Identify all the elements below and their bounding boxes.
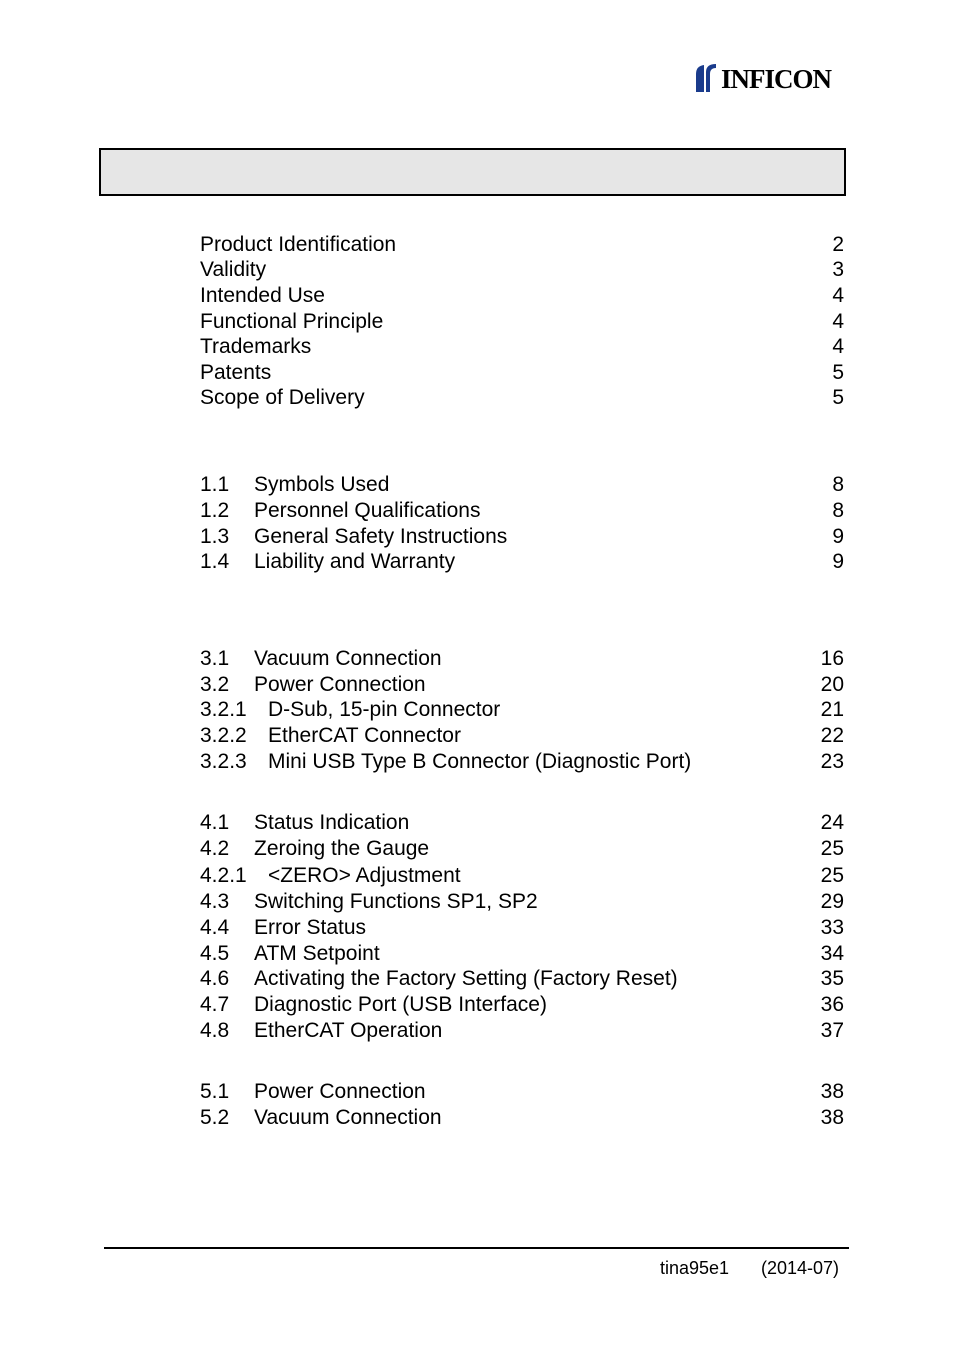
toc-entry-page: 37 — [820, 1019, 844, 1042]
toc-entry-title: Functional Principle — [200, 310, 384, 333]
toc-entry-page: 5 — [832, 361, 844, 384]
chapter-title-bar — [99, 148, 846, 196]
toc-entry-title: Liability and Warranty — [254, 550, 456, 573]
toc-entry-page: 35 — [820, 967, 844, 990]
document-id: tina95e1 — [660, 1258, 730, 1278]
toc-entry-number: 1.2 — [200, 499, 230, 522]
toc-entry[interactable] — [200, 232, 844, 258]
toc-entry[interactable] — [200, 889, 844, 915]
toc-entry-page: 25 — [820, 837, 844, 860]
toc-entry-number: 4.7 — [200, 993, 230, 1016]
toc-entry-page: 25 — [820, 864, 844, 887]
toc-entry-number: 4.8 — [200, 1019, 230, 1042]
toc-entry[interactable] — [200, 283, 844, 309]
toc-entry-title: Activating the Factory Setting (Factory Reset) — [254, 967, 678, 990]
toc-entry-number: 4.3 — [200, 890, 230, 913]
toc-entry-page: 33 — [820, 916, 844, 939]
toc-entry-title: Intended Use — [200, 284, 325, 307]
toc-entry-number: 5.2 — [200, 1106, 230, 1129]
toc-entry-page: 8 — [832, 499, 844, 522]
toc-entry-title: Zeroing the Gauge — [254, 837, 430, 860]
toc-entry-page: 9 — [832, 525, 844, 548]
toc-entry-page: 5 — [832, 386, 844, 409]
toc-entry-number: 4.6 — [200, 967, 230, 990]
toc-entry[interactable] — [200, 810, 844, 836]
toc-entry[interactable] — [200, 723, 844, 749]
toc-entry-number: 4.2.1 — [200, 864, 247, 887]
toc-entry[interactable] — [200, 941, 844, 967]
toc-entry[interactable] — [200, 549, 844, 575]
toc-entry-page: 38 — [820, 1106, 844, 1129]
toc-entry-title: General Safety Instructions — [254, 525, 508, 548]
toc-entry[interactable] — [200, 1018, 844, 1044]
inficon-logo — [694, 62, 846, 96]
toc-entry-page: 24 — [820, 811, 844, 834]
toc-entry-page: 4 — [832, 335, 844, 358]
toc-entry-title: ATM Setpoint — [254, 942, 380, 965]
toc-entry-page: 23 — [820, 750, 844, 773]
toc-entry-number: 3.2.3 — [200, 750, 247, 773]
toc-entry[interactable] — [200, 863, 844, 889]
toc-entry-page: 22 — [820, 724, 844, 747]
toc-entry-page: 29 — [820, 890, 844, 913]
toc-entry-number: 1.1 — [200, 473, 230, 496]
toc-entry-number: 5.1 — [200, 1080, 230, 1103]
toc-entry-title: D-Sub, 15-pin Connector — [268, 698, 501, 721]
toc-entry[interactable] — [200, 472, 844, 498]
toc-entry-title: Mini USB Type B Connector (Diagnostic Port) — [268, 750, 692, 773]
toc-entry-page: 4 — [832, 284, 844, 307]
toc-entry-number: 3.2 — [200, 673, 230, 696]
toc-entry[interactable] — [200, 498, 844, 524]
toc-entry-number: 3.1 — [200, 647, 230, 670]
toc-entry[interactable] — [200, 309, 844, 335]
logo-text: INFICON — [721, 64, 832, 94]
toc-entry-title: Vacuum Connection — [254, 1106, 442, 1129]
toc-entry-title: EtherCAT Connector — [268, 724, 461, 747]
toc-entry-title: Power Connection — [254, 673, 426, 696]
toc-entry-number: 1.3 — [200, 525, 230, 548]
toc-entry-title: <ZERO> Adjustment — [268, 864, 461, 887]
toc-entry-page: 38 — [820, 1080, 844, 1103]
toc-entry-page: 34 — [820, 942, 844, 965]
toc-entry-page: 16 — [820, 647, 844, 670]
toc-entry-page: 4 — [832, 310, 844, 333]
toc-entry[interactable] — [200, 915, 844, 941]
toc-entry[interactable] — [200, 646, 844, 672]
toc-entry-title: Validity — [200, 258, 267, 281]
toc-entry-title: Scope of Delivery — [200, 386, 365, 409]
toc-entry-title: Status Indication — [254, 811, 410, 834]
toc-entry[interactable] — [200, 966, 844, 992]
toc-entry[interactable] — [200, 385, 844, 411]
toc-entry-title: Power Connection — [254, 1080, 426, 1103]
toc-entry-title: Symbols Used — [254, 473, 390, 496]
toc-entry[interactable] — [200, 334, 844, 360]
toc-entry-title: EtherCAT Operation — [254, 1019, 443, 1042]
toc-entry-page: 8 — [832, 473, 844, 496]
toc-entry-page: 3 — [832, 258, 844, 281]
toc-entry[interactable] — [200, 1079, 844, 1105]
toc-entry-title: Trademarks — [200, 335, 312, 358]
toc-entry[interactable] — [200, 360, 844, 386]
toc-entry-number: 4.5 — [200, 942, 230, 965]
toc-entry-title: Personnel Qualifications — [254, 499, 481, 522]
toc-entry-title: Product Identification — [200, 233, 397, 256]
footer-rule — [104, 1247, 849, 1249]
toc-entry[interactable] — [200, 836, 844, 862]
toc-entry-number: 4.1 — [200, 811, 230, 834]
toc-entry-title: Error Status — [254, 916, 367, 939]
toc-entry-title: Patents — [200, 361, 272, 384]
toc-entry[interactable] — [200, 1105, 844, 1131]
document-date: (2014-07) — [761, 1258, 840, 1278]
toc-entry[interactable] — [200, 672, 844, 698]
toc-entry-title: Diagnostic Port (USB Interface) — [254, 993, 547, 1016]
toc-entry[interactable] — [200, 992, 844, 1018]
toc-entry[interactable] — [200, 749, 844, 775]
inficon-mark-icon — [694, 62, 720, 96]
toc-entry-number: 1.4 — [200, 550, 230, 573]
toc-entry[interactable] — [200, 524, 844, 550]
toc-entry-page: 2 — [832, 233, 844, 256]
toc-entry-page: 36 — [820, 993, 844, 1016]
toc-entry[interactable] — [200, 257, 844, 283]
toc-entry-page: 20 — [820, 673, 844, 696]
toc-entry-number: 4.4 — [200, 916, 230, 939]
toc-entry-title: Switching Functions SP1, SP2 — [254, 890, 538, 913]
toc-entry-page: 21 — [820, 698, 844, 721]
toc-entry-title: Vacuum Connection — [254, 647, 442, 670]
toc-entry-page: 9 — [832, 550, 844, 573]
toc-entry[interactable] — [200, 697, 844, 723]
toc-entry-number: 4.2 — [200, 837, 230, 860]
toc-entry-number: 3.2.2 — [200, 724, 247, 747]
toc-entry-number: 3.2.1 — [200, 698, 247, 721]
